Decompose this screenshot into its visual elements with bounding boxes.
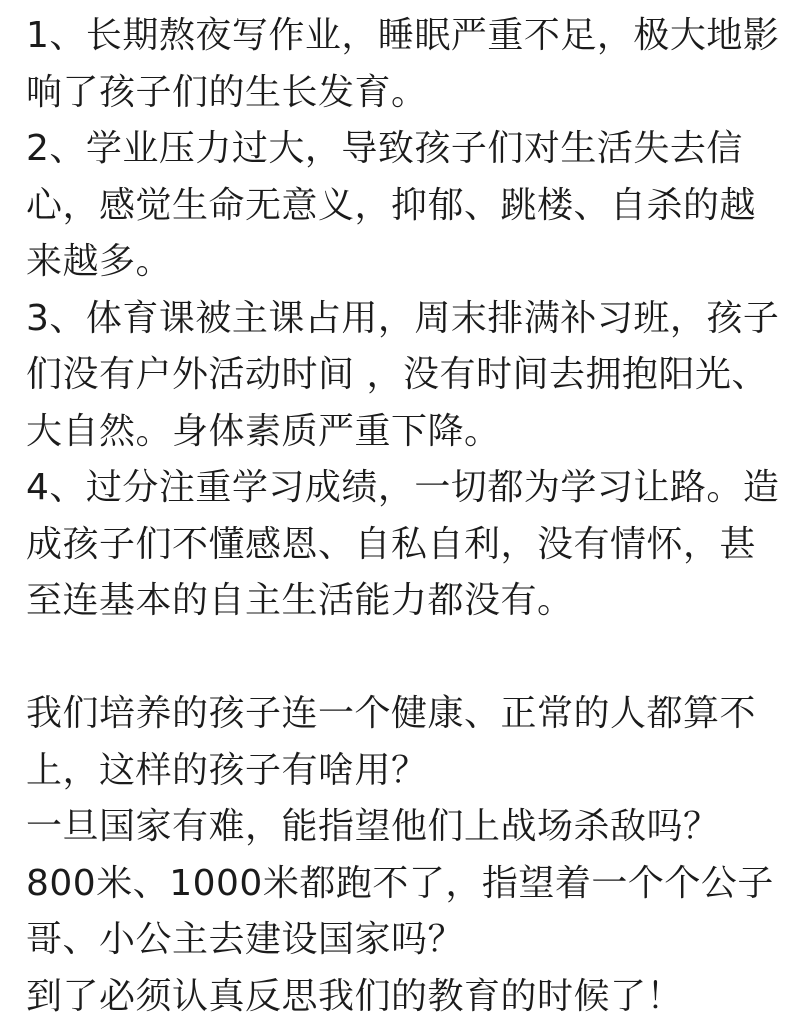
text-line: 3、体育课被主课占用，周末排满补习班，孩子 bbox=[26, 291, 788, 348]
point-1 bbox=[26, 8, 788, 121]
text-line: 大自然。身体素质严重下降。 bbox=[26, 404, 788, 461]
point-3 bbox=[26, 291, 788, 461]
text-line: 1、长期熬夜写作业，睡眠严重不足，极大地影 bbox=[26, 8, 788, 65]
post-body bbox=[26, 8, 788, 1025]
text-line: 成孩子们不懂感恩、自私自利，没有情怀，甚 bbox=[26, 517, 788, 574]
text-line: 响了孩子们的生长发育。 bbox=[26, 65, 788, 122]
text-line: 4、过分注重学习成绩，一切都为学习让路。造 bbox=[26, 460, 788, 517]
text-line: 哥、小公主去建设国家吗？ bbox=[26, 912, 788, 969]
text-line: 到了必须认真反思我们的教育的时候了！ bbox=[26, 969, 788, 1025]
text-line: 心，感觉生命无意义，抑郁、跳楼、自杀的越 bbox=[26, 178, 788, 235]
text-line: 来越多。 bbox=[26, 234, 788, 291]
text-line: 们没有户外活动时间 ，没有时间去拥抱阳光、 bbox=[26, 347, 788, 404]
point-2 bbox=[26, 121, 788, 291]
text-line: 至连基本的自主生活能力都没有。 bbox=[26, 573, 788, 630]
text-line: 800米、1000米都跑不了，指望着一个个公子 bbox=[26, 856, 788, 913]
text-line: 我们培养的孩子连一个健康、正常的人都算不 bbox=[26, 686, 788, 743]
closing-paragraph bbox=[26, 686, 788, 1025]
point-4 bbox=[26, 460, 788, 630]
text-line: 上，这样的孩子有啥用？ bbox=[26, 743, 788, 800]
text-line: 一旦国家有难，能指望他们上战场杀敌吗？ bbox=[26, 799, 788, 856]
paragraph-gap bbox=[26, 630, 788, 687]
text-line: 2、学业压力过大，导致孩子们对生活失去信 bbox=[26, 121, 788, 178]
